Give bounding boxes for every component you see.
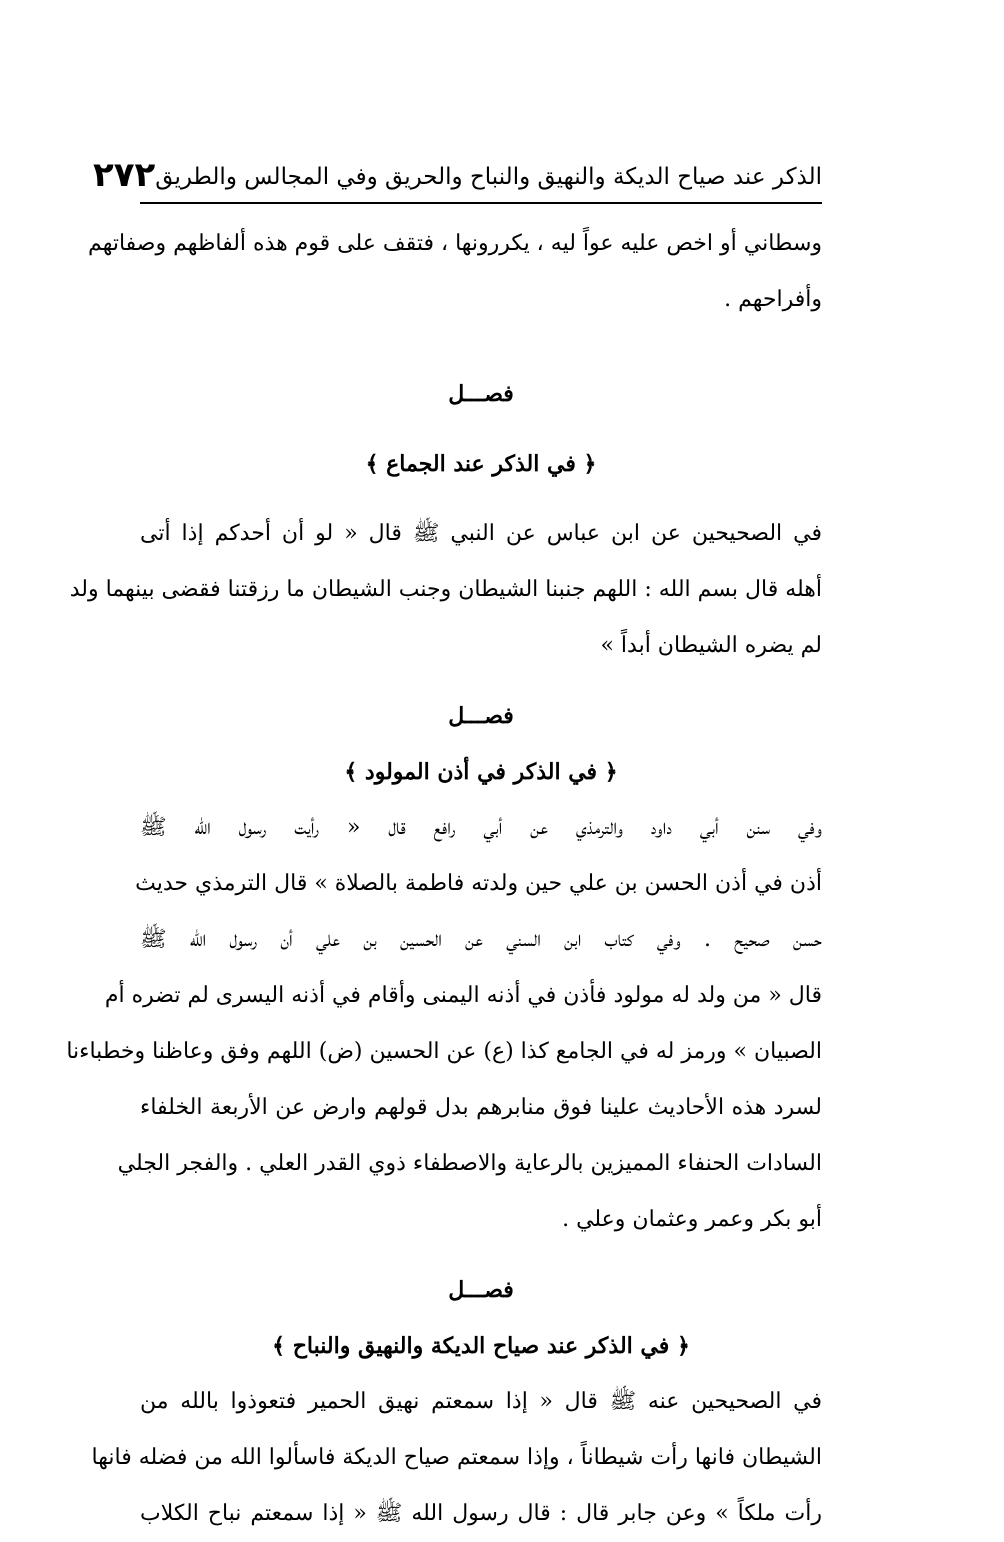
- intro-paragraph: [88, 216, 822, 328]
- section-label: فصـــل: [448, 703, 514, 729]
- text-line: الصبيان » ورمز له في الجامع كذا (ع) عن الحسين (ض) اللهم وفق وعاظنا وخطباءنا: [66, 1039, 822, 1064]
- section-fasl-3: [91, 1262, 822, 1542]
- text-line: وسطاني أو اخص عليه عواً ليه ، يكررونها ، فتقف على قوم هذه ألفاظهم وصفاتهم: [88, 231, 822, 256]
- text-line: أهله قال بسم الله : اللهم جنبنا الشيطان وجنب الشيطان ما رزقتنا فقضى بينهما ولد: [69, 577, 822, 602]
- text-line: وأفراحهم .: [724, 287, 822, 312]
- section-title: ﴿ في الذكر عند الجماع ﴾: [365, 451, 597, 477]
- running-title: الذكر عند صياح الديكة والنهيق والنباح والحريق وفي المجالس والطريق: [155, 164, 822, 191]
- text-line: رأت ملكاً » وعن جابر قال : قال رسول الله ﷺ « إذا سمعتم نباح الكلاب: [140, 1501, 822, 1526]
- text-line: أذن في أذن الحسن بن علي حين ولدته فاطمة بالصلاة » قال الترمذي حديث: [135, 871, 822, 896]
- text-line: السادات الحنفاء المميزين بالرعاية والاصطفاء ذوي القدر العلي . والفجر الجلي: [117, 1151, 822, 1176]
- section-title: ﴿ في الذكر في أذن المولود ﴾: [344, 759, 618, 785]
- section-fasl-1: [69, 366, 822, 674]
- section-title: ﴿ في الذكر عند صياح الديكة والنهيق والنباح ﴾: [272, 1333, 690, 1359]
- page-number: ٢٧٢: [93, 155, 156, 195]
- text-line: لم يضره الشيطان أبداً »: [600, 633, 822, 658]
- text-line: الشيطان فانها رأت شيطاناً ، وإذا سمعتم صياح الديكة فاسألوا الله من فضله فانها: [91, 1445, 822, 1470]
- section-label: فصـــل: [448, 381, 514, 407]
- text-line: لسرد هذه الأحاديث علينا فوق منابرهم بدل قولهم وارض عن الأربعة الخلفاء: [140, 1095, 822, 1120]
- text-line: قال « من ولد له مولود فأذن في أذنه اليمنى وأقام في أذنه اليسرى لم تضره أم: [104, 983, 822, 1008]
- section-fasl-2: [66, 688, 822, 1248]
- text-line: أبو بكر وعمر وعثمان وعلي .: [562, 1207, 822, 1232]
- text-line: حسن صحيح . وفي كتاب ابن السني عن الحسين بن علي أن رسول الله ﷺ: [140, 927, 822, 952]
- text-line: في الصحيحين عن ابن عباس عن النبي ﷺ قال « لو أن أحدكم إذا أتى: [140, 521, 822, 546]
- text-line: وفي سنن أبي داود والترمذي عن أبي رافع قال « رأيت رسول الله ﷺ: [140, 815, 822, 840]
- page-header: [93, 150, 822, 204]
- text-line: في الصحيحين عنه ﷺ قال « إذا سمعتم نهيق الحمير فتعوذوا بالله من: [140, 1389, 822, 1414]
- book-page: [66, 150, 822, 1542]
- section-label: فصـــل: [448, 1277, 514, 1303]
